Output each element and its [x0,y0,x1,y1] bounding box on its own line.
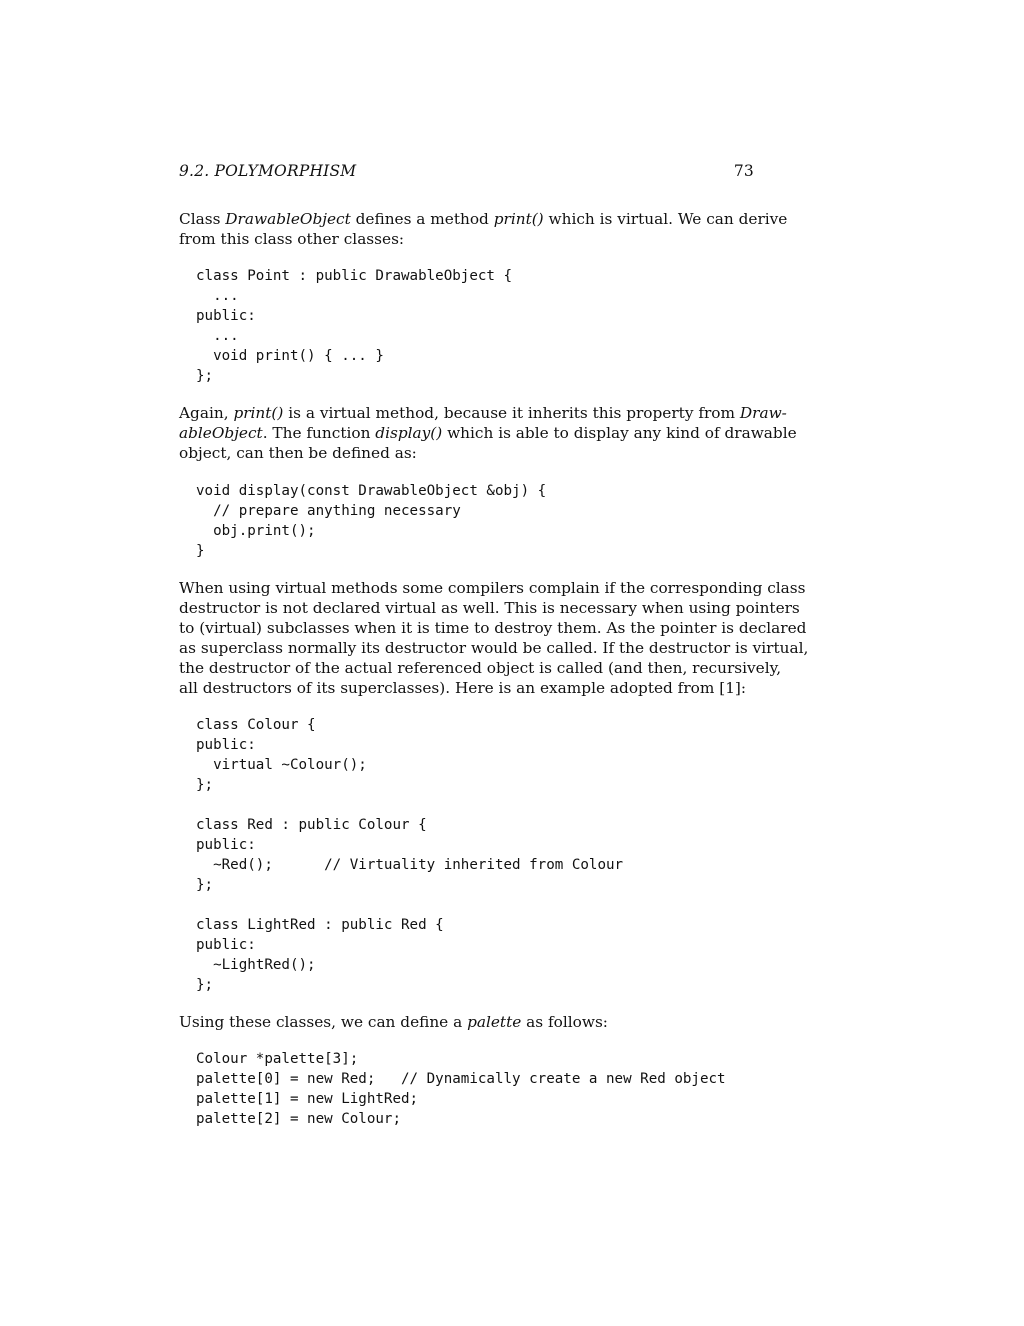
code-line: ... [196,288,239,304]
code-line: void display(const DrawableObject &obj) { [196,483,547,499]
method-name-ref: print() [493,210,544,228]
code-line: public: [196,737,256,753]
paragraph-line: Again, print() is a virtual method, because it inherits this property from Draw- [179,404,787,422]
running-header [179,162,754,184]
paragraph-line: to (virtual) subclasses when it is time to destroy them. As the pointer is declared [179,619,807,637]
paragraph-destructors [179,578,809,698]
paragraph-line: all destructors of its superclasses). Here is an example adopted from [1]: [179,679,747,697]
code-line: palette[0] = new Red; // Dynamically create a new Red object [196,1071,726,1087]
paragraph-intro [179,209,788,249]
code-block-palette [196,1049,726,1129]
code-line: }; [196,877,214,893]
paragraph-line: When using virtual methods some compilers complain if the corresponding class [179,579,806,597]
class-name-ref: Draw- [739,404,787,422]
code-line [196,795,623,815]
class-name-ref: DrawableObject [225,210,351,228]
paragraph-line: object, can then be defined as: [179,444,417,462]
code-line: }; [196,777,214,793]
code-line: palette[2] = new Colour; [196,1111,401,1127]
code-block-display-function [196,481,546,561]
code-line: }; [196,977,214,993]
code-block-colour-classes [196,715,623,995]
code-line: } [196,543,205,559]
page-number: 73 [733,162,754,180]
code-line: public: [196,937,256,953]
code-line: Colour *palette[3]; [196,1051,359,1067]
code-line: class Colour { [196,717,316,733]
paragraph-line: destructor is not declared virtual as well. This is necessary when using pointers [179,599,800,617]
code-line: palette[1] = new LightRed; [196,1091,419,1107]
code-line: // prepare anything necessary [196,503,461,519]
code-line: void print() { ... } [196,348,384,364]
paragraph-palette [179,1012,754,1032]
code-line: public: [196,308,256,324]
paragraph-line: ableObject. The function display() which is able to display any kind of drawable [179,424,797,442]
code-line: class Point : public DrawableObject { [196,268,513,284]
code-line: obj.print(); [196,523,316,539]
code-line: }; [196,368,214,384]
section-title: 9.2. POLYMORPHISM [179,162,357,180]
code-line: ... [196,328,239,344]
method-name-ref: display() [375,424,443,442]
paragraph-line: Using these classes, we can define a palette as follows: [179,1013,608,1031]
paragraph-line: Class DrawableObject defines a method print() which is virtual. We can derive [179,210,788,228]
paragraph-line: as superclass normally its destructor would be called. If the destructor is virtual, [179,639,809,657]
term-ref: palette [467,1013,522,1031]
method-name-ref: print() [233,404,284,422]
class-name-ref: ableObject [179,424,263,442]
code-line: ~Red(); // Virtuality inherited from Colour [196,857,624,873]
code-line: ~LightRed(); [196,957,316,973]
code-line: class Red : public Colour { [196,817,427,833]
code-block-point-class [196,266,512,386]
code-line: class LightRed : public Red { [196,917,444,933]
paragraph-line: the destructor of the actual referenced object is called (and then, recursively, [179,659,782,677]
code-line: public: [196,837,256,853]
paragraph-display [179,403,797,463]
code-line: virtual ~Colour(); [196,757,367,773]
code-line [196,895,623,915]
paragraph-line: from this class other classes: [179,230,405,248]
